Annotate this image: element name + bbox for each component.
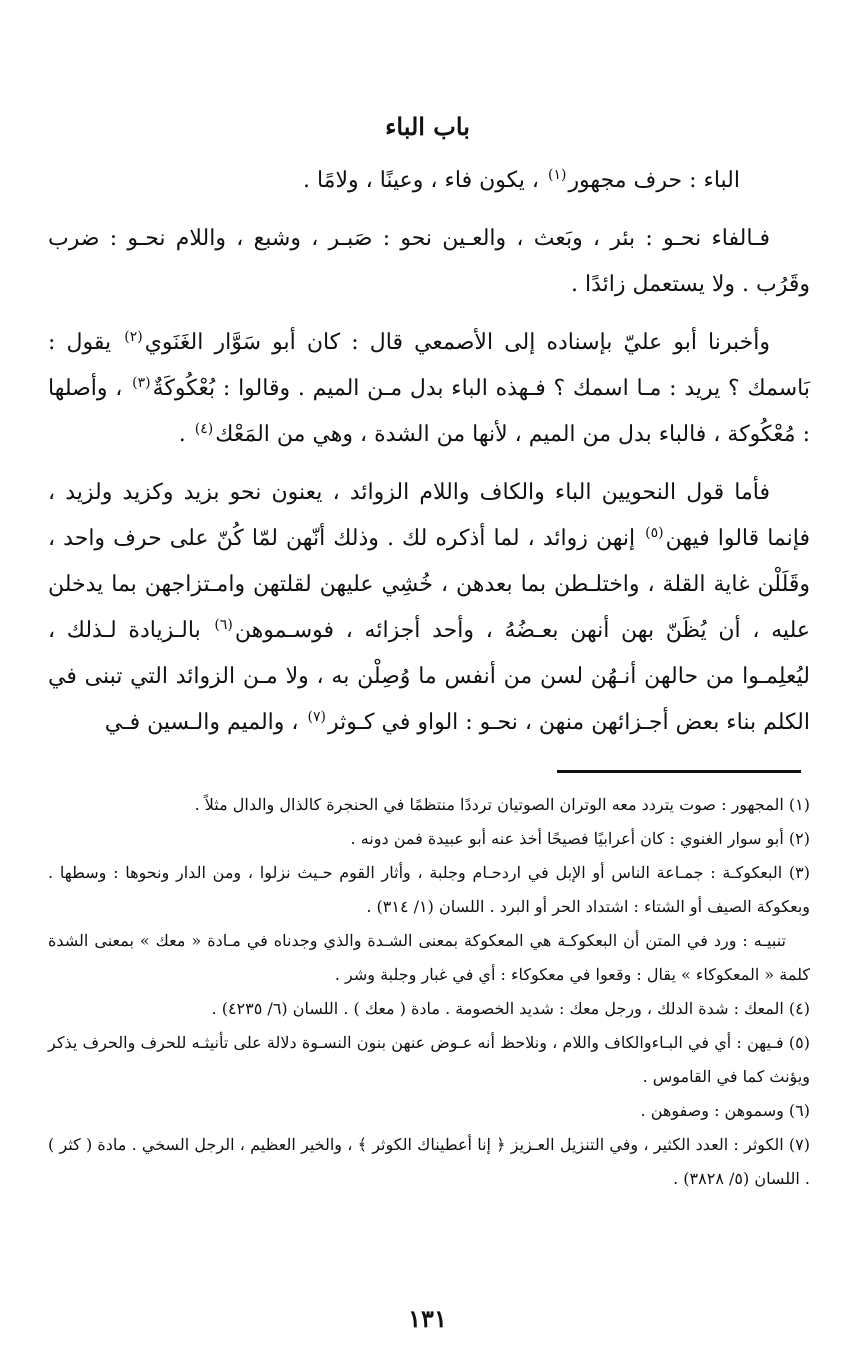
footnote-3-note: تنبيـه : ورد في المتن أن البعكوكـة هي المعكوكة بمعنى الشـدة والذي وجدناه في مـادة « معك » بمعنى الشدة كلمة « المعكوكاء » يقال : وقعوا في معكوكاء : أي في غبار وجلبة وشر .: [48, 931, 810, 984]
footnote-marker: (٥): [645, 524, 664, 541]
footnote-marker: (٧): [307, 708, 326, 725]
main-text: [48, 158, 810, 758]
chapter-title: باب الباء: [385, 112, 470, 141]
footnote-5: (٥) فـيهن : أي في البـاءوالكاف واللام ، ونلاحظ أنه عـوض عنهن بنون النسـوة دلالة على تأنيثـه للحرف والحرف يذكر ويؤنث كما في القاموس .: [48, 1033, 810, 1086]
footnote-marker: (٣): [132, 374, 151, 391]
footnote-4: (٤) المعك : شدة الدلك ، ورجل معك : شديد الخصومة . مادة ( معك ) . اللسان (٦/ ٤٢٣٥) .: [211, 999, 810, 1018]
paragraph-text: وأخبرنا أبو عليّ بإسناده إلى الأصمعي قال : كان أبو سَوَّار الغَنَوي: [144, 330, 770, 355]
footnote-1: (١) المجهور : صوت يتردد معه الوتران الصوتيان ترددًا منتظمًا في الحنجرة كالذال والدال مثلاً .: [194, 795, 810, 814]
paragraph-text: ، يكون فاء ، وعينًا ، ولامًا .: [302, 168, 546, 193]
paragraph-3: [48, 320, 810, 458]
paragraph-1: [48, 158, 810, 204]
page-number: ١٣١: [408, 1304, 447, 1333]
paragraph-text: الباء : حرف مجهور: [568, 168, 740, 193]
footnote-marker: (١): [547, 166, 567, 183]
paragraph-text: إنهن زوائد ، لما أذكره لك . وذلك أنّهن لمّا كُنّ على حرف واحد ، وقَلَلْن غاية القلة ، واختلـطن بما بعدهن ، خُشِي عليهن لقلتهن وامـتزاجهن بما يدخلن عليه ، أن يُظَنّ بهن أنهن بعـضُهُ ، وأحد أجزائه ، فوسـموهن: [48, 526, 810, 643]
footnote-7: (٧) الكوثر : العدد الكثير ، وفي التنزيل العـزيز ﴿ إنا أعطيناك الكوثر ﴾ ، والخير العظيم ، الرجل السخي . مادة ( كثر ) . اللسان (٥/ ٣٨٢٨) .: [48, 1135, 810, 1188]
footnote-marker: (٦): [214, 616, 233, 633]
footnote-6: (٦) وسموهن : وصفوهن .: [640, 1101, 810, 1120]
footnote-2: (٢) أبو سوار الغنوي : كان أعرابيًا فصيحًا أخذ عنه أبو عبيدة فمن دونه .: [350, 829, 810, 848]
footnotes: [48, 788, 810, 1196]
paragraph-text: .: [178, 422, 193, 447]
footnote-divider: [557, 770, 801, 773]
paragraph-text: فأما قول النحويين الباء والكاف واللام الزوائد ، يعنون نحو بزيد وكزيد ولزيد ، فإنما قالوا فيهن: [48, 480, 810, 551]
footnote-marker: (٤): [194, 420, 214, 437]
paragraph-text: ، والميم والـسين فـي: [104, 710, 306, 735]
paragraph-text: ، وأصلها : مُعْكُوكة ، فالباء بدل من الميم ، لأنها من الشدة ، وهي من المَعْك: [48, 376, 810, 447]
footnote-marker: (٢): [124, 328, 143, 345]
paragraph-text: يقول : بَاسمك ؟ يريد : مـا اسمك ؟ فـهذه الباء بدل مـن الميم . وقالوا : بُعْكُوكَةٌ: [48, 330, 810, 401]
paragraph-2: فـالفاء نحـو : بئر ، وبَعث ، والعـين نحو : صَبـر ، وشبع ، واللام نحـو : ضرب وقَرُب . ولا يستعمل زائدًا .: [48, 226, 810, 297]
paragraph-4: [48, 470, 810, 746]
paragraph-text: بالـزيادة لـذلك ، ليُعلِمـوا من حالهن أنـهُن لسن من أنفس ما وُصِلْن به ، ولا مـن الزوائد التي تبنى في الكلم بناء بعض أجـزائهن منهن ، نحـو : الواو في كـوثر: [48, 618, 810, 735]
footnote-3: (٣) البعكوكـة : جمـاعة الناس أو الإبل في اردحـام وجلبة ، وأثار القوم حـيث نزلوا ، ومن الدار ونحوها : وسطها . وبعكوكة الصيف أو الشتاء : اشتداد الحر أو البرد . اللسان (١/ ٣١٤) .: [48, 863, 810, 916]
